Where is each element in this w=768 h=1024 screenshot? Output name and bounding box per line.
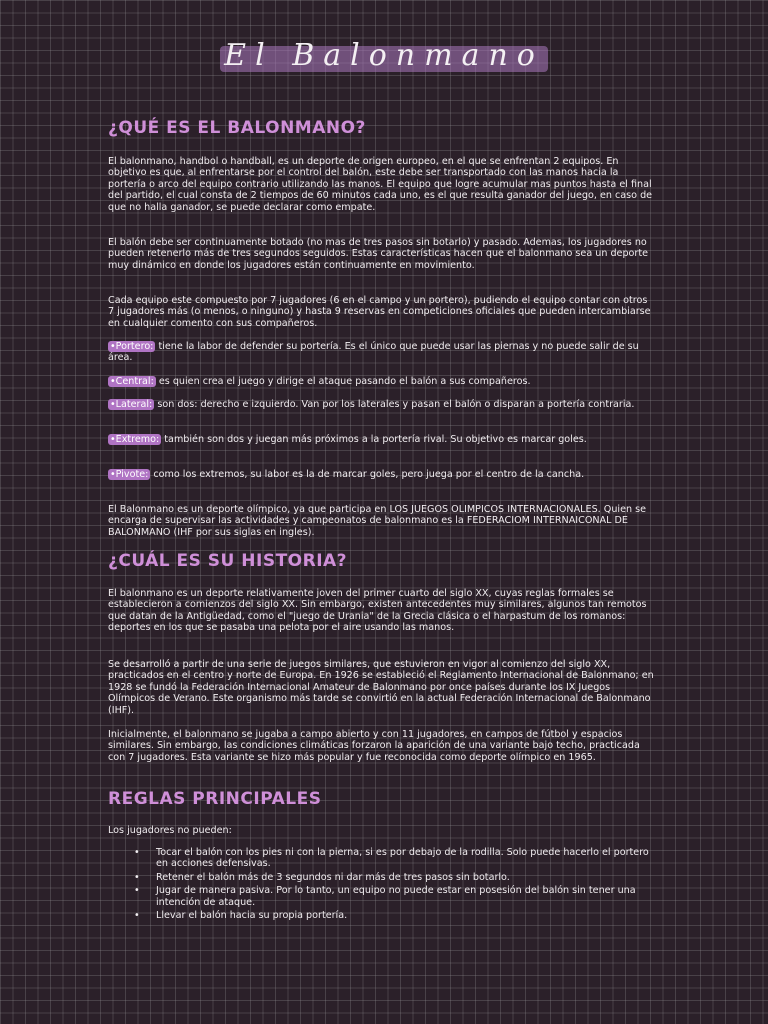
role-text: son dos: derecho e izquierdo. Van por los laterales y pasan el balón o disparan a portería contraria. bbox=[154, 399, 635, 410]
paragraph-history-indoor: Inicialmente, el balonmano se jugaba a campo abierto y con 11 jugadores, en campos de fútbol y espacios similares. Sin embargo, las condiciones climáticas forzaron la aparición de una variante bajo techo, practicada con 7 jugadores. Esta variante se hizo más popular y fue reconocida como deporte olímpico en 1965. bbox=[108, 729, 640, 763]
role-text: es quien crea el juego y dirige el ataque pasando el balón a sus compañeros. bbox=[155, 376, 531, 387]
role-extremo bbox=[108, 434, 656, 445]
role-name: •Portero: bbox=[110, 341, 154, 352]
role-central bbox=[108, 376, 656, 387]
role-name: •Pivote: bbox=[110, 469, 149, 480]
paragraph-history-development: Se desarrolló a partir de una serie de juegos similares, que estuvieron en vigor al comienzo del siglo XX, practicados en el centro y norte de Europa. En 1926 se estableció el Reglamento Internacional de Balonmano; en 1928 se fundó la Federación Internacional Amateur de Balonmano por once países durante los IX Juegos Olímpicos de Verano. Este organismo más tarde se convirtió en la actual Federación Internacional de Balonmano (IHF). bbox=[108, 659, 654, 716]
paragraph-team: Cada equipo este compuesto por 7 jugadores (6 en el campo y un portero), pudiendo el equipo contar con otros 7 jugadores más (o menos, o ninguno) y hasta 9 reservas en competiciones oficiales que pueden intercambiarse en cualquier comento con sus compañeros. bbox=[108, 295, 651, 329]
title-wrap bbox=[0, 38, 768, 73]
role-pivote bbox=[108, 469, 656, 480]
paragraph-definition: El balonmano, handbol o handball, es un deporte de origen europeo, en el que se enfrentan 2 equipos. En objetivo es que, al enfrentarse por el control del balón, este debe ser transportado con las manos hacia la portería o arco del equipo contrario utilizando las manos. El equipo que logre acumular mas puntos hasta el final del partido, el cual consta de 2 tiempos de 60 minutos cada uno, es el que resulta ganador del juego, en caso de que no halla ganador, se puede declarar como empate. bbox=[108, 156, 653, 213]
role-name: •Lateral: bbox=[110, 399, 153, 410]
paragraph-rules-summary: El balón debe ser continuamente botado (no mas de tres pasos sin botarlo) y pasado. Ademas, los jugadores no pueden retenerlo más de tres segundos seguidos. Estas características hacen que el balonmano sea un deporte muy dinámico en donde los jugadores están continuamente en movimiento. bbox=[108, 237, 649, 271]
heading-reglas: REGLAS PRINCIPALES bbox=[108, 789, 322, 809]
role-text: como los extremos, su labor es la de marcar goles, pero juega por el centro de la cancha. bbox=[150, 469, 585, 480]
heading-que-es: ¿QUÉ ES EL BALONMANO? bbox=[108, 118, 366, 138]
rules-intro: Los jugadores no pueden: bbox=[108, 825, 232, 836]
list-item: • Retener el balón más de 3 segundos ni dar más de tres pasos sin botarlo. bbox=[108, 872, 656, 883]
rules-list bbox=[108, 847, 656, 923]
role-lateral bbox=[108, 399, 656, 410]
role-text: tiene la labor de defender su portería. Es el único que puede usar las piernas y no puede salir de su área. bbox=[108, 341, 639, 364]
role-portero bbox=[108, 341, 656, 364]
role-text: también son dos y juegan más próximos a la portería rival. Su objetivo es marcar goles. bbox=[161, 434, 587, 445]
paragraph-history-origin: El balonmano es un deporte relativamente joven del primer cuarto del siglo XX, cuyas reglas formales se establecieron a comienzos del siglo XX. Sin embargo, existen antecedentes muy similares, algunos tan remotos que datan de la Antigüedad, como el "juego de Urania" de la Grecia clásica o el harpastum de los romanos: deportes en los que se pasaba una pelota por el aire usando las manos. bbox=[108, 588, 647, 634]
list-item: • Tocar el balón con los pies ni con la pierna, si es por debajo de la rodilla. Solo puede hacerlo el portero en acciones defensivas. bbox=[108, 847, 656, 870]
list-item: • Llevar el balón hacia su propia portería. bbox=[108, 910, 656, 921]
list-item: • Jugar de manera pasiva. Por lo tanto, un equipo no puede estar en posesión del balón sin tener una intención de ataque. bbox=[108, 885, 656, 908]
page-title: El Balonmano bbox=[224, 38, 544, 73]
paragraph-olympic: El Balonmano es un deporte olímpico, ya que participa en LOS JUEGOS OLIMPICOS INTERNACIONALES. Quien se encarga de supervisar las actividades y campeonatos de balonmano es la FEDERACIOM INTERNAICONAL DE BALONMANO (IHF por sus siglas en ingles). bbox=[108, 504, 646, 538]
role-name: •Central: bbox=[110, 376, 154, 387]
role-name: •Extremo: bbox=[110, 434, 160, 445]
heading-historia: ¿CUÁL ES SU HISTORIA? bbox=[108, 551, 348, 571]
